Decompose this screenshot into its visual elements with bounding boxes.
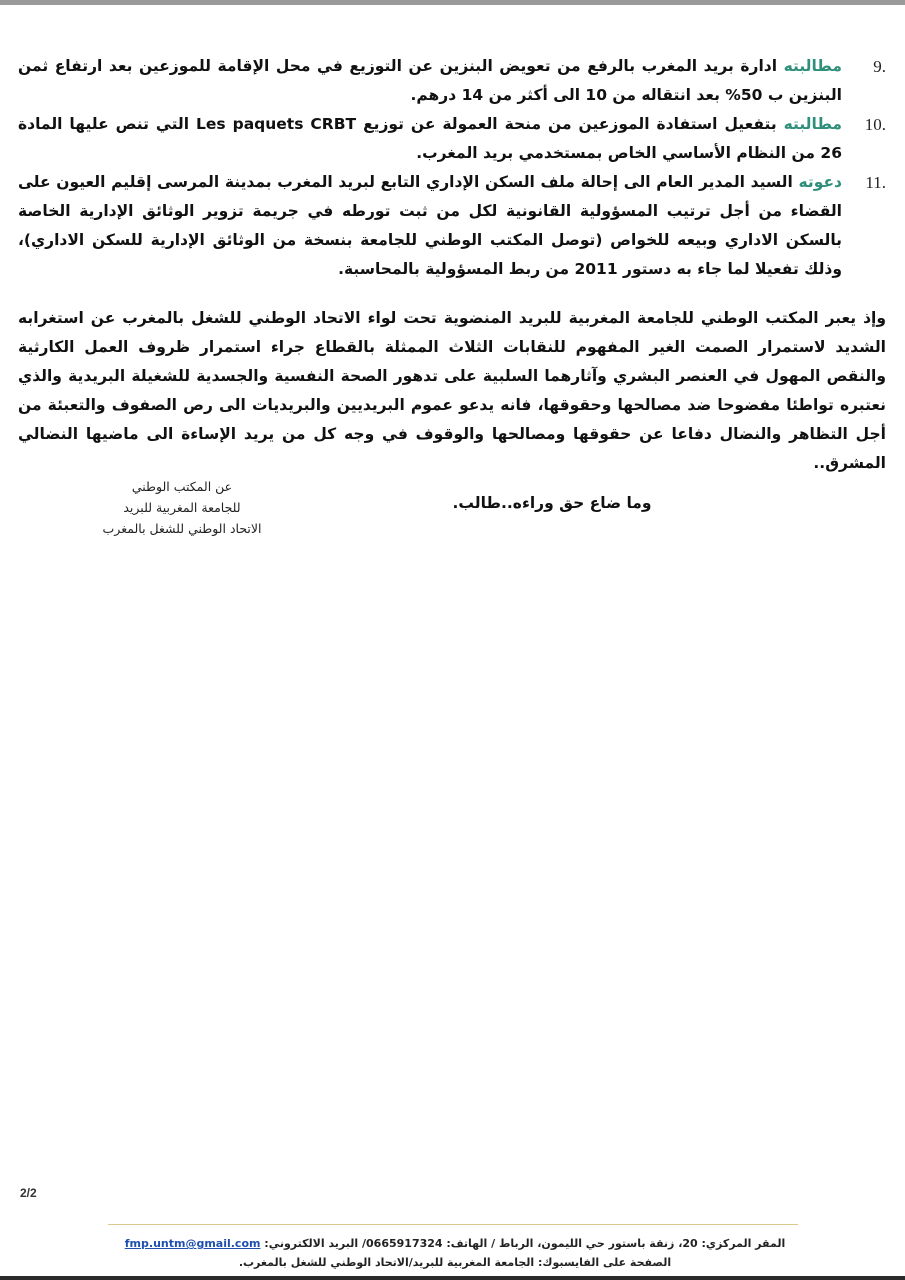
document-body [18,52,886,512]
demand-item-9 [18,52,886,110]
item-text: بتفعيل استفادة الموزعين من منحة العمولة عن توزيع Les paquets CRBT التي تنص عليها المادة 26 من النظام الأساسي الخاص بمستخدمي بريد المغرب. [18,115,842,162]
demand-item-10 [18,110,886,168]
page-number: 2/2 [20,1186,37,1200]
bottom-border [0,1276,905,1280]
signature-line: للجامعة المغربية للبريد [123,500,241,515]
item-keyword: دعوته [798,173,842,191]
demand-item-11 [18,168,886,284]
item-number: 10. [864,115,886,134]
footer-email-link[interactable]: fmp.untm@gmail.com [124,1237,261,1250]
signature-line: عن المكتب الوطني [131,479,233,494]
signature-block [82,476,282,539]
top-border [0,0,905,5]
closing-slogan: وما ضاع حق وراءه..طالب. [452,494,652,512]
main-paragraph: وإذ يعبر المكتب الوطني للجامعة المغربية للبريد المنضوية تحت لواء الاتحاد الوطني للشغل بالمغرب عن استغرابه الشديد لاستمرار الصمت الغير المفهوم للنقابات الثلاث الممثلة بالقطاع جراء استمرار ظروف العمل الكارثية والنقص المهول في العنصر البشري وآثارهما السلبية على تدهور الصحة النفسية والجسدية للشغيلة البريدية والذي نعتبره تواطئا مفضوحا ضد مصالحها وحقوقها، فانه يدعو عموم البريديين والبريديات الى رص الصفوف والتعبئة من أجل التظاهر والنضال دفاعا عن حقوقها ومصالحها والوقوف في وجه كل من يريد الإساءة الى ماضيها النضالي المشرق.. [18,309,886,472]
footer-divider [108,1224,798,1225]
item-number: 11. [865,173,886,192]
item-text: ادارة بريد المغرب بالرفع من تعويض البنزين عن التوزيع في محل الإقامة للموزعين بعد ارتفاع ثمن البنزين ب 50% بعد انتقاله من 10 الى أكثر من 14 درهم. [18,57,842,104]
footer-facebook: الصفحة على الفايسبوك: الجامعة المغربية للبريد/الاتحاد الوطني للشغل بالمغرب. [238,1256,672,1269]
item-text: السيد المدير العام الى إحالة ملف السكن الإداري التابع لبريد المغرب بمدينة المرسى إقليم العيون على القضاء من أجل ترتيب المسؤولية القانونية لكل من ثبت تورطه في جريمة تزوير الوثائق الإدارية الخاصة بالسكن الاداري وبيعه للخواص (توصل المكتب الوطني للجامعة بنسخة من الوثائق الإدارية للسكن الاداري)، وذلك تفعيلا لما جاء به دستور 2011 من ربط المسؤولية بالمحاسبة. [18,173,842,278]
item-number: 9. [873,57,886,76]
footer [90,1234,820,1272]
footer-address-line [90,1234,820,1253]
footer-address: المقر المركزي: 20، زنقة باستور حي الليمون، الرباط / الهاتف: 0665917324/ البريد الالكتروني: [260,1237,786,1250]
item-keyword: مطالبته [783,57,842,75]
signature-line: الاتحاد الوطني للشغل بالمغرب [102,521,262,536]
item-keyword: مطالبته [783,115,843,133]
